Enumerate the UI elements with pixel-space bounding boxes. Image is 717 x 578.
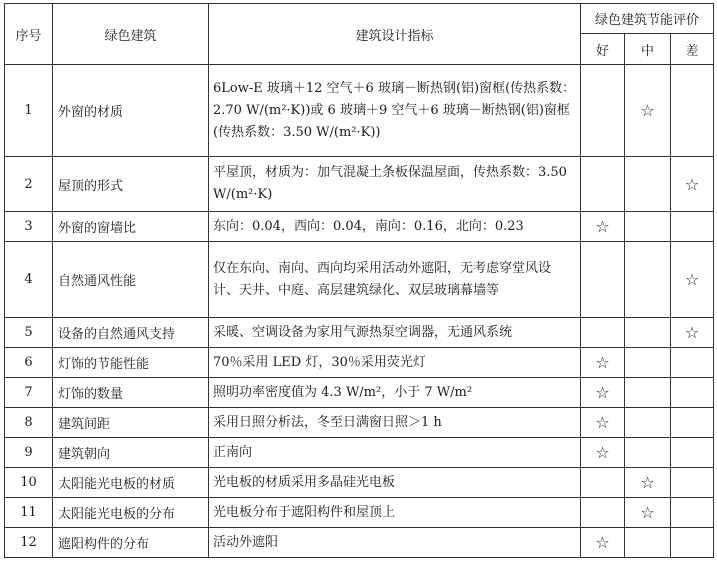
row-item: 自然通风性能 [53, 242, 209, 318]
table-row [5, 378, 714, 408]
rating-medium [625, 318, 671, 348]
header-medium: 中 [625, 34, 671, 65]
row-item: 屋顶的形式 [53, 157, 209, 212]
row-number: 6 [5, 348, 53, 378]
rating-good: ☆ [581, 348, 625, 378]
row-design: 采用日照分析法，冬至日满窗日照＞1 h [209, 408, 581, 438]
row-number: 11 [5, 498, 53, 528]
row-number: 8 [5, 408, 53, 438]
table-body [5, 65, 714, 558]
row-number: 4 [5, 242, 53, 318]
table-row [5, 212, 714, 242]
rating-poor: ☆ [671, 318, 714, 348]
table-row [5, 408, 714, 438]
rating-good: ☆ [581, 212, 625, 242]
rating-good: ☆ [581, 438, 625, 468]
row-item: 太阳能光电板的分布 [53, 498, 209, 528]
header-row-1 [5, 4, 714, 34]
rating-good [581, 498, 625, 528]
table-row [5, 468, 714, 498]
table-row [5, 348, 714, 378]
header-poor: 差 [671, 34, 714, 65]
row-design: 平屋顶，材质为：加气混凝土条板保温屋面，传热系数：3.50 W/(m²·K) [209, 157, 581, 212]
rating-good [581, 65, 625, 157]
row-number: 10 [5, 468, 53, 498]
row-item: 灯饰的节能性能 [53, 348, 209, 378]
rating-poor [671, 65, 714, 157]
row-item: 建筑间距 [53, 408, 209, 438]
rating-medium [625, 242, 671, 318]
rating-poor [671, 438, 714, 468]
row-design: 70％采用 LED 灯，30％采用荧光灯 [209, 348, 581, 378]
table-row [5, 528, 714, 558]
row-number: 7 [5, 378, 53, 408]
rating-poor [671, 378, 714, 408]
rating-poor [671, 528, 714, 558]
row-item: 外窗的窗墙比 [53, 212, 209, 242]
green-building-evaluation-table [4, 3, 714, 558]
rating-medium: ☆ [625, 468, 671, 498]
row-design: 光电板的材质采用多晶硅光电板 [209, 468, 581, 498]
row-design: 照明功率密度值为 4.3 W/m²，小于 7 W/m² [209, 378, 581, 408]
table-row [5, 157, 714, 212]
row-item: 太阳能光电板的材质 [53, 468, 209, 498]
rating-good: ☆ [581, 528, 625, 558]
rating-good [581, 318, 625, 348]
rating-poor [671, 348, 714, 378]
rating-good [581, 468, 625, 498]
row-design: 采暖、空调设备为家用气源热泵空调器，无通风系统 [209, 318, 581, 348]
row-item: 遮阳构件的分布 [53, 528, 209, 558]
table-row [5, 438, 714, 468]
header-item: 绿色建筑 [53, 4, 209, 65]
rating-medium [625, 408, 671, 438]
table-row [5, 242, 714, 318]
row-design: 正南向 [209, 438, 581, 468]
rating-medium [625, 528, 671, 558]
rating-good [581, 157, 625, 212]
row-design: 东向：0.04，西向：0.04，南向：0.16，北向：0.23 [209, 212, 581, 242]
row-item: 外窗的材质 [53, 65, 209, 157]
table-row [5, 318, 714, 348]
row-design: 6Low-E 玻璃＋12 空气＋6 玻璃－断热钢(铝)窗框(传热系数：2.70 W/(m²·K))或 6 玻璃＋9 空气＋6 玻璃－断热钢(铝)窗框(传热系数：3.50 W/(m²·K)) [209, 65, 581, 157]
rating-medium [625, 438, 671, 468]
rating-poor: ☆ [671, 157, 714, 212]
row-number: 12 [5, 528, 53, 558]
rating-medium [625, 157, 671, 212]
row-number: 3 [5, 212, 53, 242]
rating-poor [671, 408, 714, 438]
rating-poor [671, 468, 714, 498]
header-good: 好 [581, 34, 625, 65]
row-design: 活动外遮阳 [209, 528, 581, 558]
row-number: 1 [5, 65, 53, 157]
rating-poor [671, 498, 714, 528]
rating-medium: ☆ [625, 498, 671, 528]
rating-medium: ☆ [625, 65, 671, 157]
header-design: 建筑设计指标 [209, 4, 581, 65]
row-number: 2 [5, 157, 53, 212]
header-no: 序号 [5, 4, 53, 65]
rating-poor: ☆ [671, 242, 714, 318]
row-number: 9 [5, 438, 53, 468]
table-row [5, 498, 714, 528]
row-item: 设备的自然通风支持 [53, 318, 209, 348]
table-row [5, 65, 714, 157]
rating-poor [671, 212, 714, 242]
rating-good: ☆ [581, 378, 625, 408]
row-item: 建筑朝向 [53, 438, 209, 468]
rating-medium [625, 378, 671, 408]
rating-good: ☆ [581, 408, 625, 438]
rating-good [581, 242, 625, 318]
row-number: 5 [5, 318, 53, 348]
row-design: 仅在东向、南向、西向均采用活动外遮阳，无考虑穿堂风设计、天井、中庭、高层建筑绿化、双层玻璃幕墙等 [209, 242, 581, 318]
rating-medium [625, 212, 671, 242]
rating-medium [625, 348, 671, 378]
row-item: 灯饰的数量 [53, 378, 209, 408]
row-design: 光电板分布于遮阳构件和屋顶上 [209, 498, 581, 528]
header-evaluation: 绿色建筑节能评价 [581, 4, 714, 34]
